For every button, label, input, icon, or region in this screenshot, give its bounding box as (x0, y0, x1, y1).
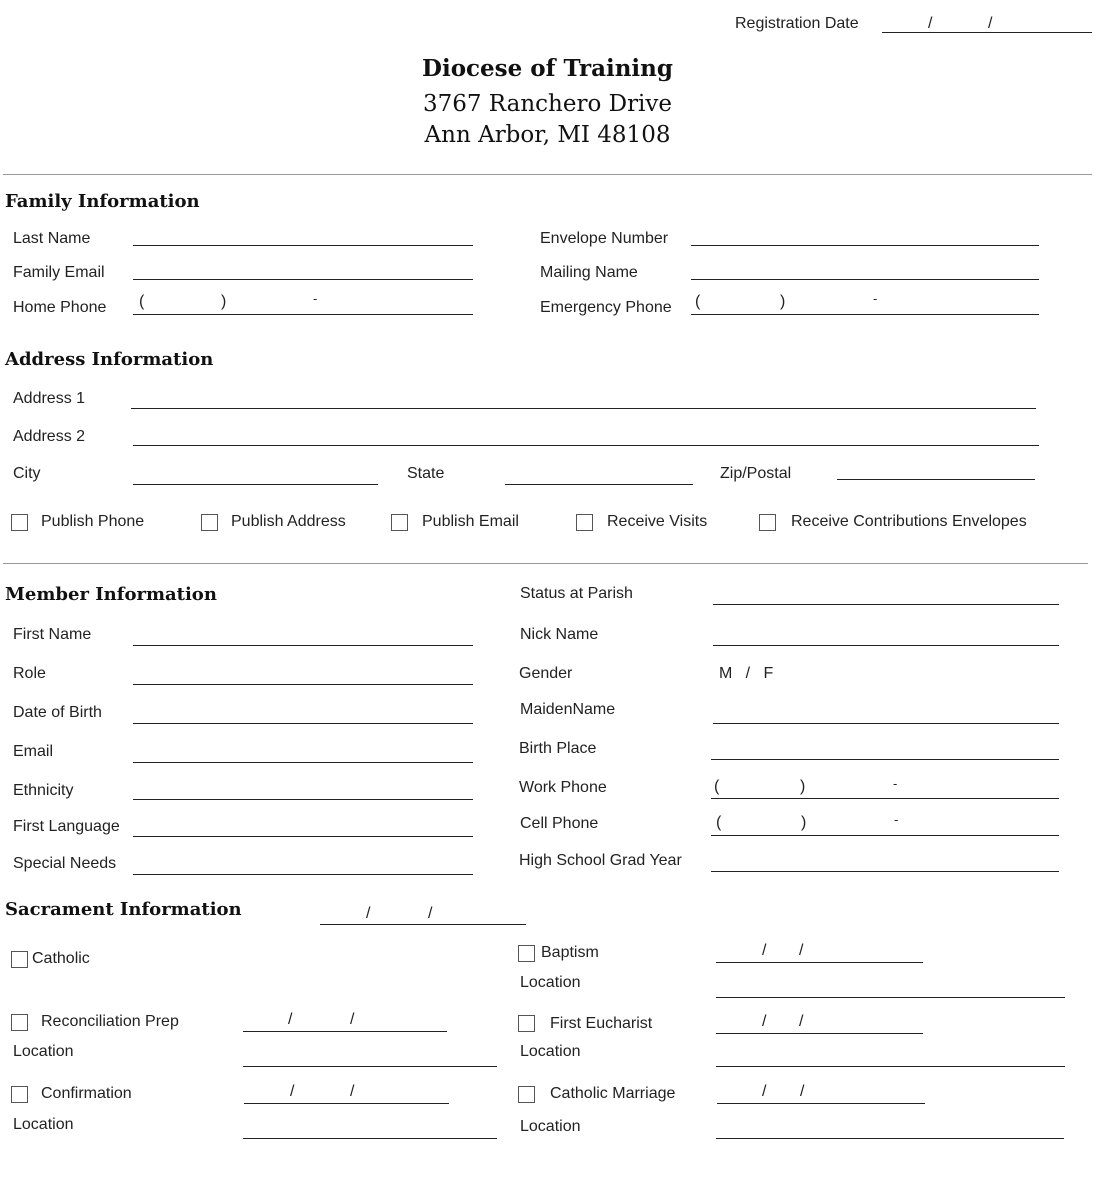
date-slash: / (290, 1083, 295, 1100)
reconciliation-location-field[interactable] (243, 1066, 497, 1067)
date-slash: / (799, 1013, 804, 1030)
phone-dash: - (313, 291, 318, 306)
city-field[interactable] (133, 484, 378, 485)
special-needs-field[interactable] (133, 874, 473, 875)
first-name-field[interactable] (133, 645, 473, 646)
emergency-phone-field[interactable] (691, 314, 1039, 315)
address2-field[interactable] (133, 445, 1039, 446)
confirmation-checkbox[interactable] (11, 1086, 28, 1103)
family-email-field[interactable] (133, 279, 473, 280)
date-slash: / (428, 905, 433, 922)
address-divider (3, 563, 1088, 564)
phone-close-paren: ) (780, 293, 786, 310)
date-of-birth-label: Date of Birth (13, 704, 102, 721)
baptism-label: Baptism (541, 944, 599, 961)
phone-open-paren: ( (714, 778, 720, 795)
family-email-label: Family Email (13, 264, 105, 281)
receive-visits-label: Receive Visits (607, 513, 708, 530)
publish-phone-label: Publish Phone (41, 513, 145, 530)
phone-close-paren: ) (221, 293, 227, 310)
baptism-checkbox[interactable] (518, 945, 535, 962)
birth-place-label: Birth Place (519, 740, 597, 757)
confirmation-location-label: Location (13, 1116, 74, 1133)
confirmation-date-field[interactable] (244, 1103, 449, 1104)
sacrament-section-title: Sacrament Information (5, 899, 242, 920)
date-slash: / (928, 15, 933, 32)
header-divider (3, 174, 1092, 175)
first-name-label: First Name (13, 626, 92, 643)
date-slash: / (988, 15, 993, 32)
org-name: Diocese of Training (422, 55, 673, 82)
date-slash: / (350, 1083, 355, 1100)
phone-open-paren: ( (695, 293, 701, 310)
date-slash: / (350, 1011, 355, 1028)
phone-close-paren: ) (800, 778, 806, 795)
zip-field[interactable] (837, 479, 1035, 480)
emergency-phone-label: Emergency Phone (540, 299, 672, 316)
sacrament-date-field[interactable] (320, 924, 526, 925)
work-phone-label: Work Phone (519, 779, 607, 796)
nick-name-field[interactable] (713, 645, 1059, 646)
role-label: Role (13, 665, 46, 682)
date-slash: / (800, 1083, 805, 1100)
confirmation-label: Confirmation (41, 1085, 132, 1102)
baptism-location-label: Location (520, 974, 581, 991)
home-phone-field[interactable] (133, 314, 473, 315)
gender-options[interactable]: M / F (719, 665, 774, 682)
catholic-marriage-date-field[interactable] (717, 1103, 925, 1104)
receive-contribution-envelopes-label: Receive Contributions Envelopes (791, 513, 1027, 530)
grad-year-field[interactable] (711, 871, 1059, 872)
date-slash: / (288, 1011, 293, 1028)
maiden-name-label: MaidenName (520, 701, 616, 718)
date-slash: / (762, 1013, 767, 1030)
envelope-number-field[interactable] (691, 245, 1039, 246)
publish-address-checkbox[interactable] (201, 514, 218, 531)
date-slash: / (799, 942, 804, 959)
cell-phone-field[interactable] (711, 835, 1059, 836)
registration-date-label: Registration Date (735, 15, 859, 32)
email-field[interactable] (133, 762, 473, 763)
org-address-line2: Ann Arbor, MI 48108 (424, 122, 671, 148)
reconciliation-checkbox[interactable] (11, 1014, 28, 1031)
org-address-line1: 3767 Ranchero Drive (422, 91, 673, 117)
reconciliation-location-label: Location (13, 1043, 74, 1060)
grad-year-label: High School Grad Year (519, 852, 682, 869)
role-field[interactable] (133, 684, 473, 685)
ethnicity-label: Ethnicity (13, 782, 74, 799)
catholic-marriage-location-field[interactable] (716, 1138, 1064, 1139)
state-label: State (407, 465, 445, 482)
date-of-birth-field[interactable] (133, 723, 473, 724)
baptism-location-field[interactable] (716, 997, 1065, 998)
date-slash: / (762, 942, 767, 959)
date-slash: / (762, 1083, 767, 1100)
catholic-checkbox[interactable] (11, 951, 28, 968)
reconciliation-label: Reconciliation Prep (41, 1013, 179, 1030)
first-eucharist-checkbox[interactable] (518, 1015, 535, 1032)
gender-label: Gender (519, 665, 573, 682)
special-needs-label: Special Needs (13, 855, 117, 872)
address1-field[interactable] (131, 408, 1036, 409)
phone-open-paren: ( (716, 814, 722, 831)
birth-place-field[interactable] (711, 759, 1059, 760)
work-phone-field[interactable] (711, 798, 1059, 799)
baptism-date-field[interactable] (716, 962, 923, 963)
address2-label: Address 2 (13, 428, 86, 445)
state-field[interactable] (505, 484, 693, 485)
publish-phone-checkbox[interactable] (11, 514, 28, 531)
catholic-marriage-location-label: Location (520, 1118, 581, 1135)
home-phone-label: Home Phone (13, 299, 107, 316)
confirmation-location-field[interactable] (243, 1138, 497, 1139)
phone-open-paren: ( (139, 293, 145, 310)
registration-date-line[interactable] (882, 32, 1092, 33)
first-eucharist-date-field[interactable] (716, 1033, 923, 1034)
zip-label: Zip/Postal (720, 465, 792, 482)
maiden-name-field[interactable] (713, 723, 1059, 724)
mailing-name-label: Mailing Name (540, 264, 638, 281)
address1-label: Address 1 (13, 390, 86, 407)
receive-contribution-envelopes-checkbox[interactable] (759, 514, 776, 531)
catholic-label: Catholic (32, 950, 90, 967)
address-section-title: Address Information (5, 349, 214, 370)
mailing-name-field[interactable] (691, 279, 1039, 280)
catholic-marriage-checkbox[interactable] (518, 1086, 535, 1103)
city-label: City (13, 465, 41, 482)
email-label: Email (13, 743, 54, 760)
envelope-number-label: Envelope Number (540, 230, 669, 247)
last-name-label: Last Name (13, 230, 91, 247)
cell-phone-label: Cell Phone (520, 815, 599, 832)
publish-address-label: Publish Address (231, 513, 346, 530)
family-section-title: Family Information (5, 191, 200, 212)
first-eucharist-location-field[interactable] (716, 1066, 1065, 1067)
phone-dash: - (873, 291, 878, 306)
catholic-marriage-label: Catholic Marriage (550, 1085, 676, 1102)
first-eucharist-label: First Eucharist (550, 1015, 653, 1032)
publish-email-checkbox[interactable] (391, 514, 408, 531)
phone-close-paren: ) (801, 814, 807, 831)
receive-visits-checkbox[interactable] (576, 514, 593, 531)
publish-email-label: Publish Email (422, 513, 519, 530)
first-language-label: First Language (13, 818, 120, 835)
nick-name-label: Nick Name (520, 626, 599, 643)
first-language-field[interactable] (133, 836, 473, 837)
member-section-title: Member Information (5, 584, 217, 605)
first-eucharist-location-label: Location (520, 1043, 581, 1060)
date-slash: / (366, 905, 371, 922)
status-at-parish-field[interactable] (713, 604, 1059, 605)
phone-dash: - (893, 776, 898, 791)
reconciliation-date-field[interactable] (243, 1031, 447, 1032)
last-name-field[interactable] (133, 245, 473, 246)
status-at-parish-label: Status at Parish (520, 585, 633, 602)
ethnicity-field[interactable] (133, 799, 473, 800)
phone-dash: - (894, 812, 899, 827)
